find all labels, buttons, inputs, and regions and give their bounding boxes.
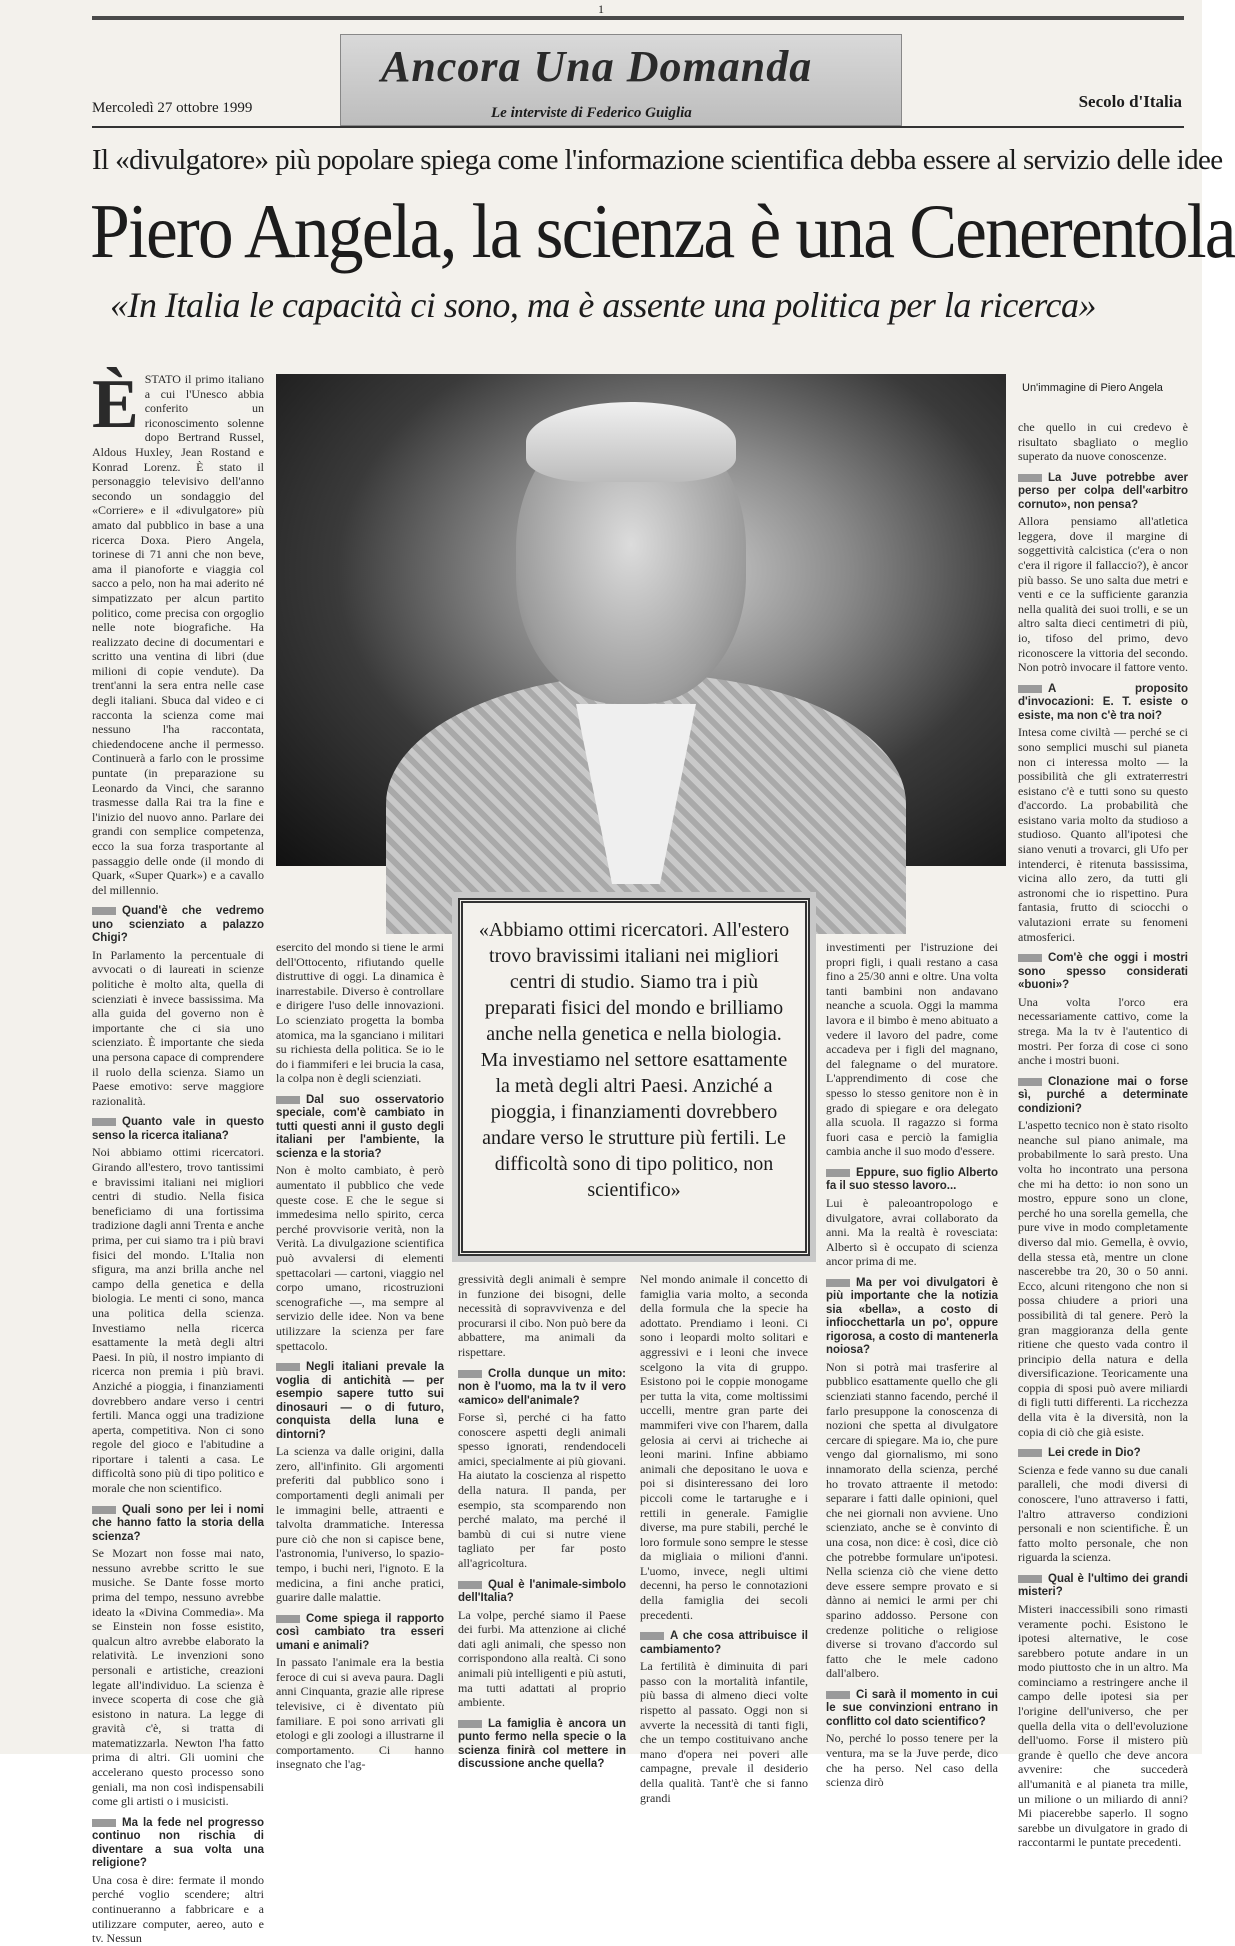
masthead-title: Ancora Una Domanda bbox=[381, 42, 813, 91]
page-number: 1 bbox=[598, 2, 604, 16]
question: Come spiega il rapporto così cambiato tra esseri umani e animali? bbox=[276, 1612, 444, 1652]
answer: Una volta l'orco era necessariamente cattivo, come la strega. Ma la tv è l'autentico di mostri. Per forza di cose ci sono anche i mostri buoni. bbox=[1018, 994, 1188, 1068]
question: Ma la fede nel progresso continuo non rischia di diventare a sua volta una religione? bbox=[92, 1816, 264, 1870]
column-4 bbox=[640, 1272, 808, 1805]
question: Negli italiani prevale la voglia di antichità — per esempio sapere tutto sui dinosauri — o di futuro, conquista della luna e dintorni? bbox=[276, 1361, 444, 1441]
answer: Non si potrà mai trasferire al pubblico esattamente quello che gli scienziati stanno facendo, perché il farlo presuppone la conoscenza di nozioni che spetta al divulgatore cercare di spiegare. Ma io, che pure vengo dal giornalismo, mi sono innamorato della scienza, perché ho trovato attraente il metodo: separare i fatti dalle opinioni, quel che nei giornali non avviene. Uno scienziato, anche se è convinto di una cosa, non dice: è così, dice ciò che potrebbe formulare un'ipotesi. Nella scienza ciò che viene detto deve essere sempre provato e si dànno ai nemici le armi per chi sparino addosso. Persone con credenze politiche o religiose diverse si trovano d'accordo sul fatto che le mele cadono dall'albero. bbox=[826, 1359, 998, 1681]
answer: La fertilità è diminuita di pari passo con la mortalità infantile, più bassa di almeno dieci volte rispetto al passato. Oggi non si avverte la necessità di tanti figli, che un tempo costituivano anche mano d'opera nei poveri alle campagne, prevale il desiderio della qualità. Tant'è che si fanno grandi bbox=[640, 1659, 808, 1805]
question: Ma per voi divulgatori è più importante che la notizia sia «bella», a costo di infiocchettarla un po', oppure rigorosa, a costo di mantenerla noiosa? bbox=[826, 1276, 998, 1357]
answer: esercito del mondo si tiene le armi dell'Ottocento, rifiutando quelle distruttive di oggi. La dinamica è inarrestabile. Diverso è controllare e dirigere l'uso delle innovazioni. Lo scienziato progetta la bomba atomica, ma la sganciano i militari su richiesta della politica. Se io le do i fiammiferi e lei brucia la casa, la colpa non è degli scienziati. bbox=[276, 940, 444, 1086]
intro-paragraph: STATO il primo italiano a cui l'Unesco abbia conferito un riconoscimento solenne dopo Bertrand Russel, Aldous Huxley, Jean Rostand e Konrad Lorenz. È stato il personaggio televisivo dell'anno secondo un sondaggio del «Corriere» e il «divulgatore» più amato dal pubblico in base a una ricerca Doxa. Piero Angela, torinese di 71 anni che non beve, ama il pianoforte e viaggia col sacco a pelo, non ha mai aderito né simpatizzato per alcun partito politico, come precisa con orgoglio nelle note biografiche. Ha realizzato decine di documentari e scritto una ventina di libri (due milioni di copie vendute). Da trent'anni la sera entra nelle case degli italiani. Sbuca dal video e ci racconta la scienza come mai nessuno l'ha raccontata, chiedendocene anche il permesso. Continuerà a farlo con le prossime puntate (in preparazione su Leonardo da Vinci, che saranno trasmesse dalla Rai tra la fine e l'inizio del nuovo anno. Parlare dei grandi con semplice competenza, ecco la sua forza trasportante al passaggio delle onde (il mondo di Quark, «Super Quark») e a cavallo del millennio. bbox=[92, 372, 264, 897]
answer: La scienza va dalle origini, dalla zero, all'infinito. Gli argomenti preferiti dal pubblico sono i comportamenti degli animali per le immagini belle, attraenti e talvolta drammatiche. Interessa pure ciò che non si capisce bene, l'astronomia, l'universo, lo spazio-tempo, i buchi neri, l'ignoto. E la medicina, a fini anche pratici, guarire dalle malattie. bbox=[276, 1444, 444, 1605]
question: Qual è l'animale-simbolo dell'Italia? bbox=[458, 1578, 626, 1605]
answer: Non è molto cambiato, è però aumentato il pubblico che vede queste cose. E che le segue si immedesima nello spirito, cerca perché provvisorie verità, non la Verità. La divulgazione scientifica può avvalersi di elementi spettacolari — cartoni, viaggio nel corpo umano, ricostruzioni scenografiche —, ma sempre al servizio delle idee. Non va bene utilizzare la scienza per fare spettacolo. bbox=[276, 1163, 444, 1353]
answer: Noi abbiamo ottimi ricercatori. Girando all'estero, trovo tantissimi e bravissimi italiani nei migliori centri di studio. Nella fisica beneficiamo di una fortissima tradizione dagli anni Trenta e anche prima, per cui siamo tra i più bravi fisici del mondo. L'Italia non sfigura, ma anzi brilla anche nel campo della genetica e della biologia. Le menti ci sono, manca una politica della scienza. Investiamo nella ricerca esattamente la metà degli altri Paesi. In più, il nostro impianto di ricerca non premia i più bravi. Anziché a pioggia, i finanziamenti dovrebbero andare verso i centri fertili. Manca oggi una tradizione aperta, competitiva. Non ci sono regole del gioco e l'abitudine a riportare i talenti a casa. Le difficoltà sono più di tipo politico e morale che non scientifico. bbox=[92, 1145, 264, 1496]
subheadline: «In Italia le capacità ci sono, ma è assente una politica per la ricerca» bbox=[110, 285, 1096, 325]
column-1 bbox=[92, 366, 264, 1946]
question: Lei crede in Dio? bbox=[1018, 1447, 1188, 1461]
drop-cap: È bbox=[92, 366, 139, 443]
publication-name: Secolo d'Italia bbox=[1078, 92, 1182, 111]
answer: In Parlamento la percentuale di avvocati o di laureati in scienze politiche è molto alta, quella di scienziati è invece bassissima. Ma alla guida del governo non è importante che ci sia uno scienziato. È importante che sieda una persona capace di comprendere il ruolo della scienza. Siamo un Paese emotivo: serve maggiore razionalità. bbox=[92, 947, 264, 1108]
kicker: Il «divulgatore» più popolare spiega come l'informazione scientifica debba essere al servizio delle idee bbox=[92, 144, 1223, 176]
question: Qual è l'ultimo dei grandi misteri? bbox=[1018, 1572, 1188, 1599]
answer: Forse sì, perché ci ha fatto conoscere aspetti degli animali spesso ignorati, rendendoceli amici, specialmente ai più giovani. Ha aiutato la coscienza al rispetto della natura. Il panda, per esempio, sta scomparendo non perché malato, ma perché il bambù di cui si nutre viene tagliato per far posto all'agricoltura. bbox=[458, 1410, 626, 1570]
question: A proposito d'invocazioni: E. T. esiste o esiste, ma non c'è tra noi? bbox=[1018, 682, 1188, 722]
issue-date: Mercoledì 27 ottobre 1999 bbox=[92, 100, 253, 116]
answer: Misteri inaccessibili sono rimasti veramente pochi. Esistono le ipotesi alternative, le cose sarebbero potute andare in un modo piuttosto che in un altro. Ma cominciamo a restringere anche il campo delle ipotesi sia per l'origine dell'universo, che per quella della vita o dell'evoluzione dell'uomo. Forse il mistero più grande è quello che deve ancora avvenire: che succederà all'umanità e al pianeta tra mille, un milione o un miliardo di anni? Mi piacerebbe saperlo. Il sogno sarebbe un divulgatore in grado di raccontarmi le puntate precedenti. bbox=[1018, 1601, 1188, 1850]
top-rule bbox=[92, 16, 1184, 20]
question: Com'è che oggi i mostri sono spesso considerati «buoni»? bbox=[1018, 952, 1188, 992]
column-6 bbox=[1018, 420, 1188, 1850]
column-3 bbox=[458, 1272, 626, 1771]
answer: Nel mondo animale il concetto di famiglia varia molto, a seconda della formula che la specie ha adottato. Prendiamo i leoni. Ci sono i leopardi molto solitari e aggressivi e i leoni che invece scelgono la vita di gruppo. Esistono poi le coppie monogame per tutta la vita, come moltissimi uccelli, mentre gran parte dei mammiferi vive con l'harem, dalla gelosia ai cervi ai tricheche ai leoni marini. Infine abbiamo animali che depositano le uova e poi si disinteressano dei loro piccoli come le tartarughe e i rettili in generale. Famiglie diverse, ma pure stabili, perché le loro formule sono sempre le stesse da migliaia o milioni d'anni. L'uomo, invece, negli ultimi decenni, ha perso le connotazioni della famiglia dei secoli precedenti. bbox=[640, 1272, 808, 1622]
column-2 bbox=[276, 940, 444, 1772]
answer: Allora pensiamo all'atletica leggera, dove il margine di soggettività calcistica (c'era o non c'era il rigore il fallaccio?), è ancor più basso. Se uno salta due metri e venti e ce la sufficiente garanzia nella qualità dei suoi trolli, e se un altro salta dieci centimetri di più, io, tifoso del primo, devo riconoscere la vittoria del secondo. Non potrò invocare il fattore vento. bbox=[1018, 514, 1188, 675]
answer: L'aspetto tecnico non è stato risolto neanche sul piano animale, ma probabilmente lo sarà presto. Una volta ho incontrato una persona che mi ha detto: io non sono un mostro, eppure sono un clone, perché ho una sorella gemella, che pure vive in modo completamente diverso dal mio. Gemella, è ovvio, della stessa età, mentre un clone nascerebbe tra 20, 30 o 50 anni. Ecco, alcuni ritengono che non si possa chiudere a priori una possibilità di tal genere. Però la gran maggioranza della gente ritiene che questo vada contro il principio della natura e della diversificazione. Teoricamente una coppia di sposi può avere miliardi di figli tutti differenti. La ricchezza della vita è la diversità, non la copia di ciò che già esiste. bbox=[1018, 1118, 1188, 1439]
question: La Juve potrebbe aver perso per colpa dell'«arbitro cornuto», non pensa? bbox=[1018, 471, 1188, 511]
answer: In passato l'animale era la bestia feroce di cui si aveva paura. Dagli anni Cinquanta, grazie alle riprese televisive, ci è diventato più familiare. E poi sono arrivati gli etologi e gli zoologi a illustrarne il comportamento. Ci hanno insegnato che l'ag- bbox=[276, 1655, 444, 1772]
header-rule bbox=[92, 126, 1184, 128]
masthead bbox=[340, 34, 902, 126]
pull-quote: «Abbiamo ottimi ricercatori. All'estero trovo bravissimi italiani nei migliori centri di studio. Siamo tra i più preparati fisici del mondo e brilliamo anche nella genetica e nella biologia. Ma investiamo nel settore esattamente la metà degli altri Paesi. Anziché a pioggia, i finanziamenti dovrebbero andare verso le strutture più fertili. Le difficoltà sono di tipo politico, non scientifico» bbox=[458, 898, 810, 1256]
masthead-subtitle: Le interviste di Federico Guiglia bbox=[491, 105, 692, 121]
answer: Lui è paleoantropologo e divulgatore, avrai collaborato da anni. Ma la realtà è rovesciata: Alberto sì è occupato di scienza ancor prima di me. bbox=[826, 1195, 998, 1269]
question: La famiglia è ancora un punto fermo nella specie o la scienza finirà col mettere in discussione anche quella? bbox=[458, 1717, 626, 1771]
question: Quand'è che vedremo uno scienziato a palazzo Chigi? bbox=[92, 905, 264, 945]
answer: La volpe, perché siamo il Paese dei furbi. Ma attenzione ai cliché dati agli animali, che spesso non corrispondono alla realtà. Ci sono animali più intelligenti e più astuti, ma tutti adattati al proprio ambiente. bbox=[458, 1607, 626, 1710]
question: Ci sarà il momento in cui le sue convinzioni entrano in conflitto col dato scientifico? bbox=[826, 1688, 998, 1728]
photo-hair bbox=[526, 402, 736, 482]
question: Dal suo osservatorio speciale, com'è cambiato in tutti questi anni il gusto degli italiani per l'ambiente, la scienza e la storia? bbox=[276, 1093, 444, 1160]
headline: Piero Angela, la scienza è una Cenerentola bbox=[90, 188, 1235, 274]
answer: Intesa come civiltà — perché se ci sono semplici muschi sul pianeta non ci interessa molto — la possibilità che gli extraterrestri esistano c'è e tutti sono su questo d'accordo. La probabilità che esistano varia molto da studioso a studioso. Quanto all'ipotesi che siano venuti a trovarci, gli Ufo per intenderci, è ritenuta bassissima, vicina allo zero, da tutti gli astronomi che io rispettino. Pura fantasia, frutto di sciocchi o valutazioni errate su fenomeni atmosferici. bbox=[1018, 725, 1188, 944]
photo-caption: Un'immagine di Piero Angela bbox=[1022, 382, 1163, 394]
question: A che cosa attribuisce il cambiamento? bbox=[640, 1630, 808, 1656]
question: Clonazione mai o forse sì, purché a determinate condizioni? bbox=[1018, 1075, 1188, 1115]
question: Crolla dunque un mito: non è l'uomo, ma la tv il vero «amico» dell'animale? bbox=[458, 1367, 626, 1407]
column-5 bbox=[826, 940, 998, 1790]
question: Quali sono per lei i nomi che hanno fatto la storia della scienza? bbox=[92, 1503, 264, 1543]
answer: Se Mozart non fosse mai nato, nessuno avrebbe scritto le sue musiche. Se Dante fosse morto prima del tempo, nessuno avrebbe ideato la «Divina Commedia». Ma se Einstein non fosse esistito, qualcun altro avrebbe elaborato la relatività. Le invenzioni sono personali e artistiche, creazioni legate all'individuo. La scienza è invece scoperta di cose che già esistono in natura. La legge di gravità c'è, si tratta di matematizzarla. Newton l'ha fatto prima di altri. Gli uomini che accelerano questo processo sono geniali, ma non così indispensabili come gli artisti o i musicisti. bbox=[92, 1546, 264, 1809]
answer: No, perché lo posso tenere per la ventura, ma se la Juve perde, dico che ha perso. Nel caso della scienza dirò bbox=[826, 1731, 998, 1790]
question: Quanto vale in questo senso la ricerca italiana? bbox=[92, 1116, 264, 1142]
answer: che quello in cui credevo è risultato sbagliato o meglio superato da nuove conoscenze. bbox=[1018, 420, 1188, 464]
question: Eppure, suo figlio Alberto fa il suo stesso lavoro... bbox=[826, 1166, 998, 1193]
answer: gressività degli animali è sempre in funzione dei bisogni, delle necessità di sopravvivenza e del procurarsi il cibo. Non può bere da abbattere, ma animali da rispettare. bbox=[458, 1272, 626, 1359]
answer: investimenti per l'istruzione dei propri figli, i quali restano a casa fino a 25/30 anni e oltre. Una volta tanti bambini non andavano neanche a scuola. Oggi la mamma lavora e il bimbo è meno abituato a vedere il lavoro del padre, come accadeva per i figli del magnano, del falegname o del muratore. L'apprendimento di cose che spesso lo stesso genitore non è in grado di spiegare e ora delegato alla scuola. Il ragazzo si forma fuori casa e perciò la famiglia cambia anche il suo modo d'essere. bbox=[826, 940, 998, 1159]
answer: Scienza e fede vanno su due canali paralleli, che modi diversi di conoscere, l'uno attraverso i fatti, l'altro attraverso condizioni personali e non scientifiche. È un fatto molto personale, che non riguarda la scienza. bbox=[1018, 1462, 1188, 1565]
portrait-photo bbox=[276, 374, 1006, 866]
answer: Una cosa è dire: fermate il mondo perché voglio scendere; altri continueranno a fabbricare e a utilizzare computer, aereo, auto e tv. Nessun bbox=[92, 1872, 264, 1946]
